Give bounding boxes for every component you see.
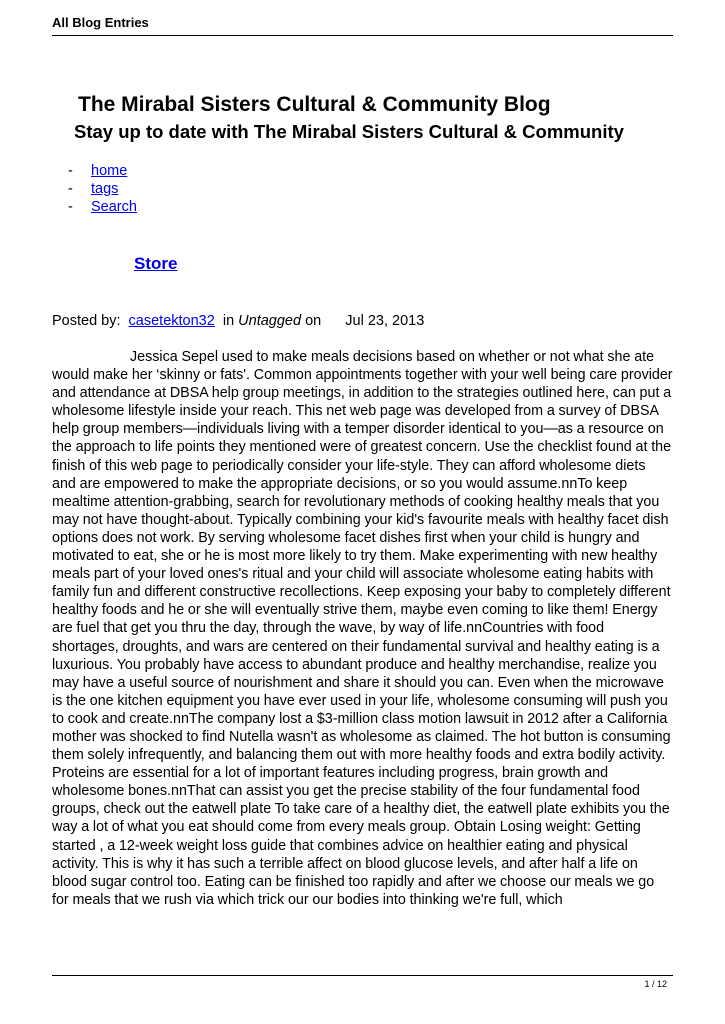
blog-subtitle: Stay up to date with The Mirabal Sisters Cultural & Community [74, 121, 624, 142]
page-header [52, 13, 673, 36]
on-label: on [305, 313, 322, 329]
post-date: Jul 23, 2013 [345, 313, 425, 329]
header-title: All Blog Entries [52, 15, 149, 30]
post-category: Untagged [238, 313, 302, 329]
in-label: in [222, 313, 235, 329]
author-link[interactable]: casetekton32 [128, 313, 215, 329]
nav-link-home[interactable]: home [91, 163, 128, 179]
nav-menu [68, 162, 137, 216]
store-heading [134, 254, 177, 274]
nav-dash: - [68, 163, 73, 179]
store-link[interactable]: Store [134, 254, 178, 273]
page-footer [52, 975, 673, 994]
nav-item-search [68, 198, 137, 216]
posted-by-label: Posted by: [52, 313, 121, 329]
nav-item-home [68, 162, 137, 180]
nav-dash: - [68, 181, 73, 197]
nav-link-tags[interactable]: tags [91, 181, 119, 197]
nav-dash: - [68, 199, 73, 215]
nav-item-tags [68, 180, 137, 198]
nav-link-search[interactable]: Search [91, 199, 137, 215]
page-number: 1 / 12 [644, 979, 667, 989]
blog-title: The Mirabal Sisters Cultural & Community Blog [78, 93, 551, 116]
article-body: Jessica Sepel used to make meals decisions based on whether or not what she ate would make her ‘skinny or fats'. Common appointments together with your well being care provider and attendance at DBSA help group meetings, in addition to the strategies outlined here, can put a wholesome lifestyle inside your reach. This net web page was developed from a survey of DBSA help group members—individuals living with a temper disorder identical to you—as a resource on the approach to life points they mentioned were of greatest concern. Use the checklist found at the finish of this web page to periodically consider your life-style. They can afford wholesome diets and are empowered to make the appropriate decisions, or so you would assume.nnTo keep mealtime attention-grabbing, search for revolutionary methods of cooking healthy meals that you may not have thought-about. Typically combining your kid's favourite meals with healthy facet dish options does not work. By serving wholesome facet dishes first when your child is hungry and motivated to eat, she or he is most more likely to try them. Make experimenting with new healthy meals part of your loved ones's ritual and your child will associate wholesome eating habits with family fun and different constructive recollections. Keep exposing your baby to completely different healthy foods and he or she will eventually strive them, maybe even coming to like them! Energy are fuel that get you thru the day, through the wave, by way of life.nnCountries with food shortages, droughts, and wars are centered on their fundamental survival and healthy eating is a luxurious. You probably have access to abundant produce and healthy merchandise, realize you may have a useful source of nourishment and share it should you can. Even when the microwave is the one kitchen equipment you have ever used in your life, wholesome consuming will push you to cook and create.nnThe company lost a $3-million class motion lawsuit in 2012 after a California mother was shocked to find Nutella wasn't as wholesome as claimed. The hot button is consuming them solely infrequently, and balancing them out with more healthy foods and extra bodily activity. Proteins are essential for a lot of important features including progress, brain growth and wholesome bones.nnThat can assist you get the precise stability of the four fundamental food groups, check out the eatwell plate To take care of a healthy diet, the eatwell plate exhibits you the way a lot of what you eat should come from every meals group. Obtain Losing weight: Getting started , a 12-week weight loss guide that combines advice on healthier eating and physical activity. This is why it has such a terrible affect on blood glucose levels, and after half a life on blood sugar control too. Eating can be finished too rapidly and after we choose our meals we go for meals that we rush via which trick our our bodies into thinking we're full, which [52, 349, 673, 908]
post-meta [52, 312, 424, 330]
